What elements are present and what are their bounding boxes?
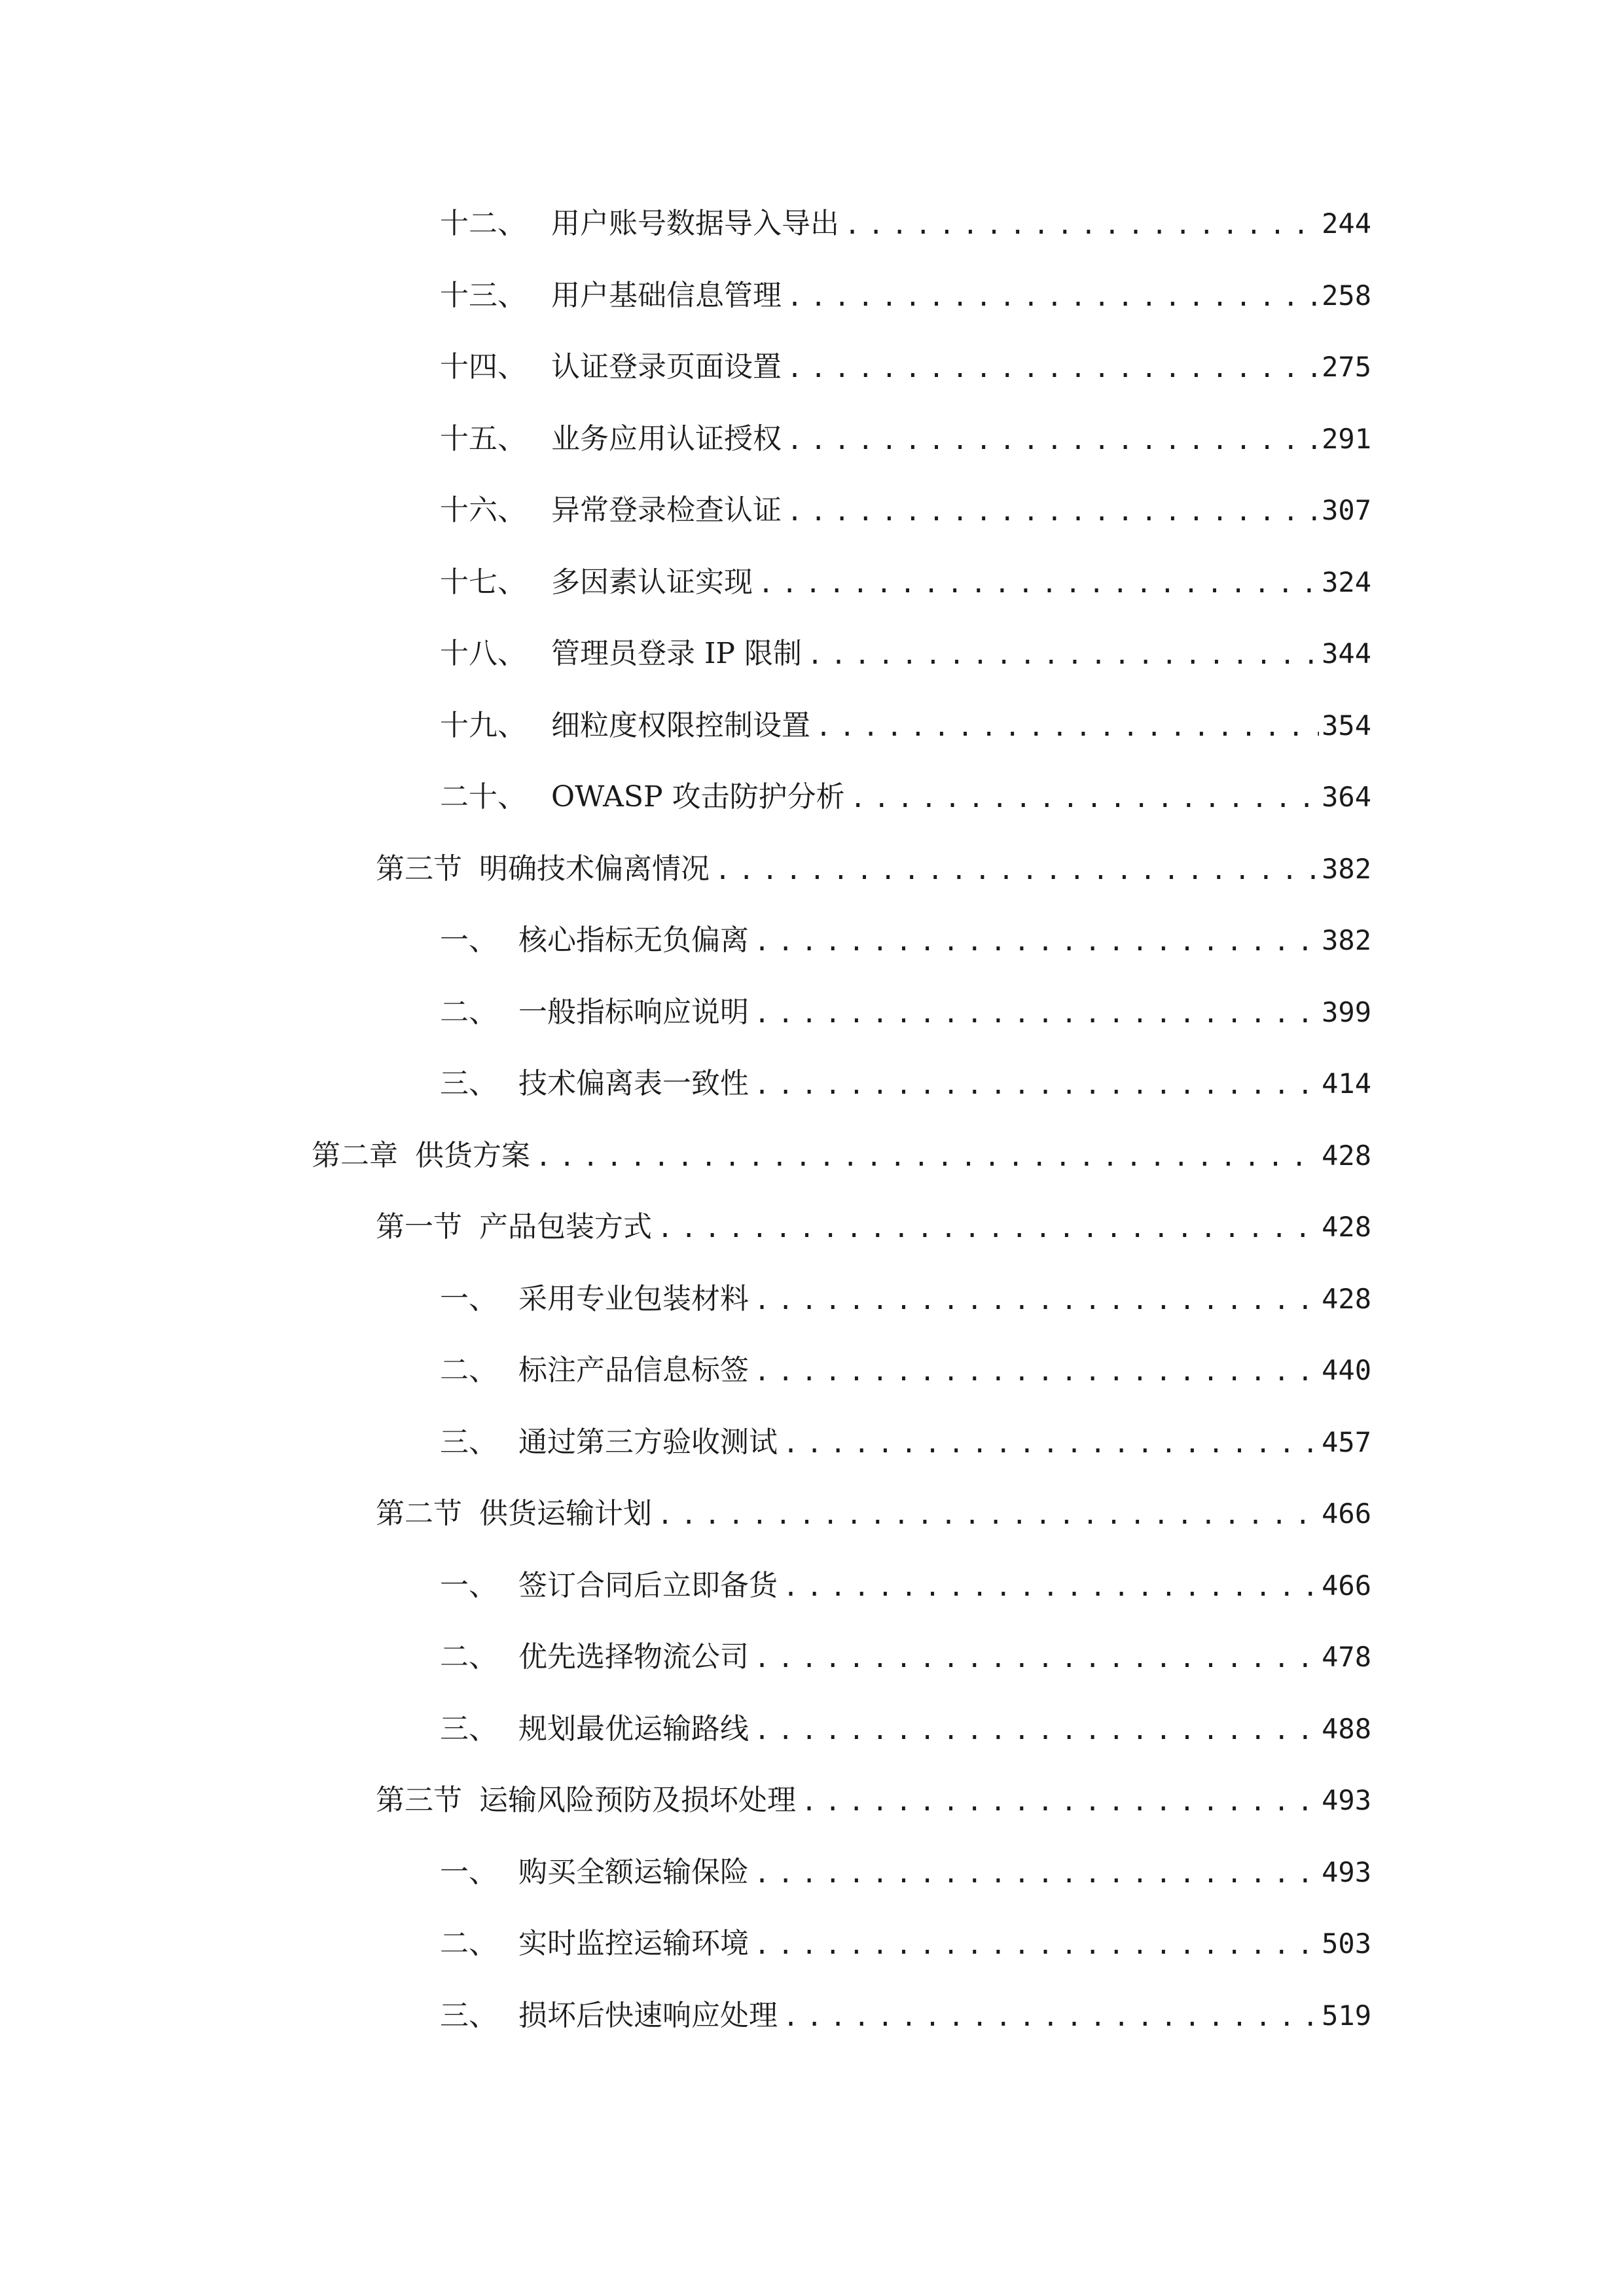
toc-entry[interactable] <box>440 921 1371 960</box>
toc-entry-page: 488 <box>1322 1713 1371 1745</box>
toc-entry[interactable] <box>440 276 1371 315</box>
toc-entry[interactable] <box>440 1423 1371 1462</box>
toc-entry-number: 十六、 <box>440 493 526 527</box>
toc-entry-number: 二、 <box>440 1640 497 1674</box>
toc-entry-title: 签订合同后立即备货 <box>518 1569 778 1602</box>
dot-leader <box>843 207 1319 243</box>
toc-section-entry[interactable] <box>376 1781 1371 1820</box>
toc-entry-number: 十七、 <box>440 565 526 599</box>
toc-entry-title: 一般指标响应说明 <box>518 996 749 1029</box>
toc-entry-number: 三、 <box>440 1999 497 2032</box>
toc-entry-page: 382 <box>1322 924 1371 956</box>
toc-entry-title: 规划最优运输路线 <box>518 1712 749 1746</box>
dot-leader <box>534 1139 1319 1175</box>
toc-entry-title: 通过第三方验收测试 <box>518 1426 778 1459</box>
toc-entry[interactable] <box>440 420 1371 459</box>
toc-entry-title: 购买全额运输保险 <box>518 1856 749 1889</box>
dot-leader <box>753 1712 1319 1749</box>
dot-leader <box>800 1784 1319 1820</box>
toc-entry-number: 一、 <box>440 1282 497 1316</box>
toc-entry-number: 三、 <box>440 1426 497 1459</box>
toc-entry-number: 二、 <box>440 996 497 1029</box>
toc-entry-page: 503 <box>1322 1928 1371 1960</box>
dot-leader <box>753 1354 1319 1390</box>
toc-entry-number: 三、 <box>440 1067 497 1100</box>
dot-leader <box>782 1999 1319 2036</box>
toc-entry-number: 二十、 <box>440 780 526 814</box>
dot-leader <box>753 1927 1319 1964</box>
dot-leader <box>785 422 1319 459</box>
toc-entry[interactable] <box>440 1351 1371 1390</box>
toc-entry-page: 493 <box>1322 1784 1371 1816</box>
toc-entry[interactable] <box>440 348 1371 387</box>
dot-leader <box>782 1426 1319 1462</box>
toc-entry-title: 技术偏离表一致性 <box>518 1067 749 1100</box>
toc-entry-page: 324 <box>1322 566 1371 598</box>
toc-entry-page: 519 <box>1322 2000 1371 2032</box>
dot-leader <box>753 1282 1319 1319</box>
dot-leader <box>753 1067 1319 1103</box>
dot-leader <box>656 1497 1319 1534</box>
toc-entry-title: 多因素认证实现 <box>551 565 753 599</box>
toc-entry[interactable] <box>440 634 1371 673</box>
toc-chapter-entry[interactable] <box>312 1136 1371 1175</box>
toc-entry-title: 产品包装方式 <box>479 1210 652 1244</box>
toc-entry-page: 428 <box>1322 1139 1371 1172</box>
toc-entry-title: 运输风险预防及损坏处理 <box>479 1784 796 1817</box>
toc-entry-page: 275 <box>1322 351 1371 383</box>
toc-entry[interactable] <box>440 706 1371 745</box>
dot-leader <box>785 350 1319 387</box>
toc-entry-number: 二、 <box>440 1927 497 1960</box>
toc-entry[interactable] <box>440 778 1371 817</box>
toc-entry-number: 十三、 <box>440 279 526 312</box>
toc-section-entry[interactable] <box>376 1208 1371 1247</box>
toc-entry[interactable] <box>440 1710 1371 1749</box>
toc-entry-title: OWASP 攻击防护分析 <box>551 780 845 814</box>
toc-entry[interactable] <box>440 204 1371 243</box>
toc-entry-page: 344 <box>1322 637 1371 670</box>
toc-entry-title: 异常登录检查认证 <box>551 493 782 527</box>
toc-entry-title: 供货运输计划 <box>479 1497 652 1530</box>
toc-entry-title: 采用专业包装材料 <box>518 1282 749 1316</box>
toc-entry-page: 478 <box>1322 1641 1371 1673</box>
toc-entry-number: 十四、 <box>440 350 526 384</box>
toc-entry[interactable] <box>440 1566 1371 1605</box>
toc-entry-page: 414 <box>1322 1067 1371 1100</box>
toc-entry-page: 493 <box>1322 1856 1371 1888</box>
toc-entry-title: 业务应用认证授权 <box>551 422 782 456</box>
toc-entry-page: 466 <box>1322 1498 1371 1530</box>
toc-entry-page: 457 <box>1322 1426 1371 1458</box>
toc-entry-page: 399 <box>1322 996 1371 1028</box>
toc-entry-number: 一、 <box>440 1569 497 1602</box>
toc-entry-page: 258 <box>1322 279 1371 312</box>
toc-entry-title: 认证登录页面设置 <box>551 350 782 384</box>
toc-entry-title: 用户账号数据导入导出 <box>551 207 839 240</box>
dot-leader <box>753 996 1319 1032</box>
toc-entry-number: 第二章 <box>312 1139 398 1172</box>
toc-entry-page: 428 <box>1322 1283 1371 1315</box>
toc-entry-number: 一、 <box>440 924 497 957</box>
toc-entry-number: 十五、 <box>440 422 526 456</box>
toc-entry-number: 十八、 <box>440 637 526 670</box>
toc-entry-title: 供货方案 <box>415 1139 530 1172</box>
dot-leader <box>849 780 1319 817</box>
toc-entry-number: 二、 <box>440 1354 497 1387</box>
toc-entry-page: 291 <box>1322 423 1371 455</box>
toc-entry-number: 第二节 <box>376 1497 462 1530</box>
toc-entry[interactable] <box>440 563 1371 602</box>
toc-entry-title: 损坏后快速响应处理 <box>518 1999 778 2032</box>
toc-entry-number: 十九、 <box>440 709 526 742</box>
dot-leader <box>757 565 1319 602</box>
toc-section-entry[interactable] <box>376 1494 1371 1534</box>
toc-entry[interactable] <box>440 1638 1371 1677</box>
toc-entry-title: 核心指标无负偏离 <box>518 924 749 957</box>
dot-leader <box>814 709 1319 745</box>
toc-entry-title: 管理员登录 IP 限制 <box>551 637 802 670</box>
toc-entry-page: 382 <box>1322 853 1371 885</box>
dot-leader <box>785 279 1319 315</box>
toc-entry-page: 354 <box>1322 709 1371 742</box>
dot-leader <box>713 852 1319 889</box>
dot-leader <box>753 1856 1319 1892</box>
toc-entry-number: 十二、 <box>440 207 526 240</box>
dot-leader <box>656 1210 1319 1247</box>
dot-leader <box>782 1569 1319 1605</box>
toc-entry-number: 第一节 <box>376 1210 462 1244</box>
toc-entry-number: 一、 <box>440 1856 497 1889</box>
toc-entry[interactable] <box>440 1996 1371 2036</box>
toc-entry-title: 细粒度权限控制设置 <box>551 709 810 742</box>
toc-entry-page: 428 <box>1322 1211 1371 1243</box>
toc-entry[interactable] <box>440 491 1371 530</box>
dot-leader <box>806 637 1319 673</box>
toc-entry-page: 244 <box>1322 207 1371 240</box>
toc-entry[interactable] <box>440 1064 1371 1103</box>
toc-entry-title: 标注产品信息标签 <box>518 1354 749 1387</box>
dot-leader <box>753 1640 1319 1677</box>
toc-entry-title: 实时监控运输环境 <box>518 1927 749 1960</box>
toc-entry-number: 第三节 <box>376 852 462 886</box>
toc-entry-title: 用户基础信息管理 <box>551 279 782 312</box>
toc-entry-number: 第三节 <box>376 1784 462 1817</box>
dot-leader <box>785 493 1319 530</box>
toc-entry-page: 466 <box>1322 1570 1371 1602</box>
toc-entry[interactable] <box>440 993 1371 1032</box>
toc-section-entry[interactable] <box>376 850 1371 889</box>
toc-entry[interactable] <box>440 1924 1371 1964</box>
dot-leader <box>753 924 1319 960</box>
toc-entry-title: 明确技术偏离情况 <box>479 852 710 886</box>
toc-entry[interactable] <box>440 1280 1371 1319</box>
toc-entry-page: 364 <box>1322 781 1371 813</box>
toc-entry-page: 307 <box>1322 494 1371 526</box>
toc-entry-title: 优先选择物流公司 <box>518 1640 749 1674</box>
toc-entry-number: 三、 <box>440 1712 497 1746</box>
toc-entry-page: 440 <box>1322 1354 1371 1386</box>
toc-entry[interactable] <box>440 1853 1371 1892</box>
